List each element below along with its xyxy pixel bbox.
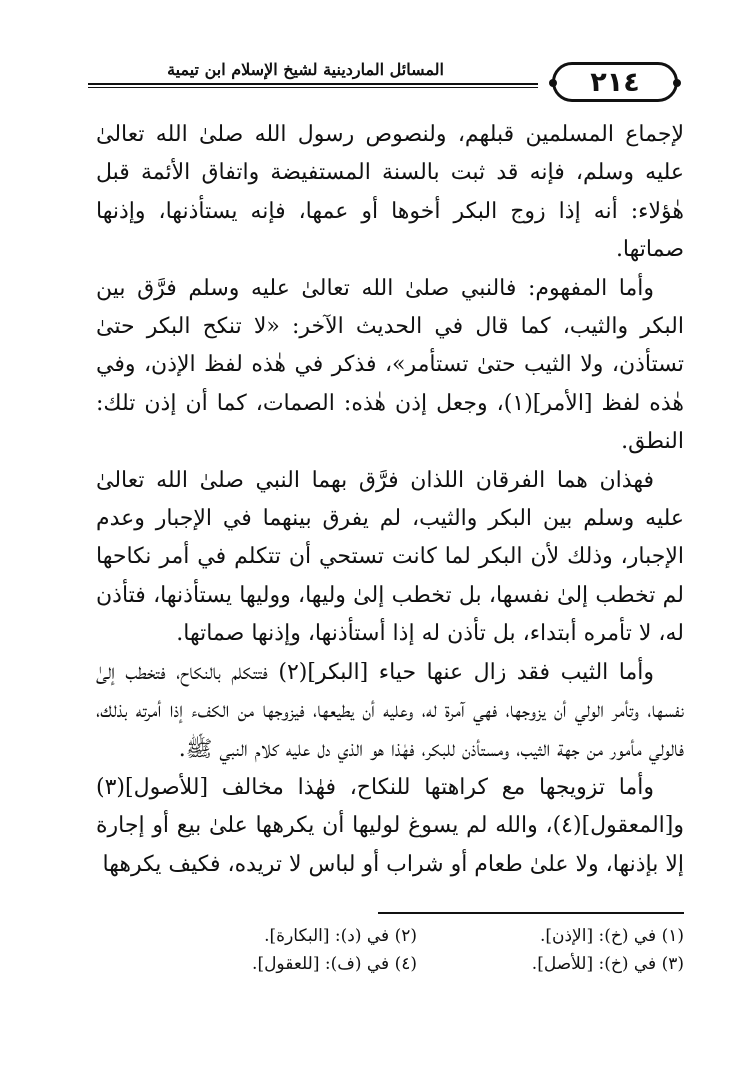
footnote: (٣) في (خ): [للأصل].	[531, 954, 684, 974]
header-rule	[88, 83, 538, 85]
footnote: (١) في (خ): [الإذن].	[539, 926, 684, 946]
footnote-separator	[378, 912, 684, 914]
paragraph: وأما تزويجها مع كراهتها للنكاح، فهٰذا مخالف [للأصول](٣) و[المعقول](٤)، والله لم يسوغ لوليها أن يكرهها علىٰ بيع أو إجارة إلا بإذنها، ولا علىٰ طعام أو شراب أو لباس لا تريده، فكيف يكرهها	[96, 774, 684, 877]
main-text	[96, 116, 684, 884]
paragraph: وأما المفهوم: فالنبي صلىٰ الله تعالىٰ عليه وسلم فرَّق بين البكر والثيب، كما قال في الحديث الآخر: «لا تنكح البكر حتىٰ تستأذن، ولا الثيب حتىٰ تستأمر»، فذكر في هٰذه لفظ الإذن، وفي هٰذه لفظ [الأمر](١)، وجعل إذن هٰذه: الصمات، كما أن إذن تلك: النطق.	[96, 275, 684, 455]
page-number: ٢١٤	[552, 62, 678, 102]
footnote-row	[150, 950, 684, 978]
header-rule-thin	[88, 87, 538, 88]
paragraph: لإجماع المسلمين قبلهم، ولنصوص رسول الله صلىٰ الله تعالىٰ عليه وسلم، فإنه قد ثبت بالسنة المستفيضة واتفاق الأئمة قبل هٰؤلاء: أنه إذا زوج البكر أخوها أو عمها، فإنه يستأذنها، وإذنها صماتها.	[96, 122, 684, 263]
page-header	[88, 58, 678, 108]
footnote: (٢) في (د): [البكارة].	[264, 926, 417, 946]
running-title: المسائل الماردينية لشيخ الإسلام ابن تيمية	[167, 60, 444, 79]
footnote-row	[150, 922, 684, 950]
footnote: (٤) في (ف): [للعقول].	[252, 954, 417, 974]
paragraph: وأما الثيب فقد زال عنها حياء [البكر](٢) فتتكلم بالنكاح، فتخطب إلىٰ نفسها، وتأمر الولي أن يزوجها، فهي آمرة له، وعليه أن يطيعها، فيزوجها من الكفء إذا أمرته بذلك، فالولي مأمور من جهة الثيب، ومستأذن للبكر، فهٰذا هو الذي دل عليه كلام النبي ﷺ.	[96, 659, 684, 762]
paragraph: فهذان هما الفرقان اللذان فرَّق بهما النبي صلىٰ الله تعالىٰ عليه وسلم بين البكر والثيب، لم يفرق بينهما في الإجبار وعدم الإجبار، وذلك لأن البكر لما كانت تستحي أن تتكلم في أمر نكاحها لم تخطب إلىٰ نفسها، بل تخطب إلىٰ وليها، ووليها يستأذنها، فتأذن له، لا تأمره أبتداء، بل تأذن له إذا أستأذنها، وإذنها صماتها.	[96, 467, 684, 647]
footnotes	[150, 922, 684, 978]
